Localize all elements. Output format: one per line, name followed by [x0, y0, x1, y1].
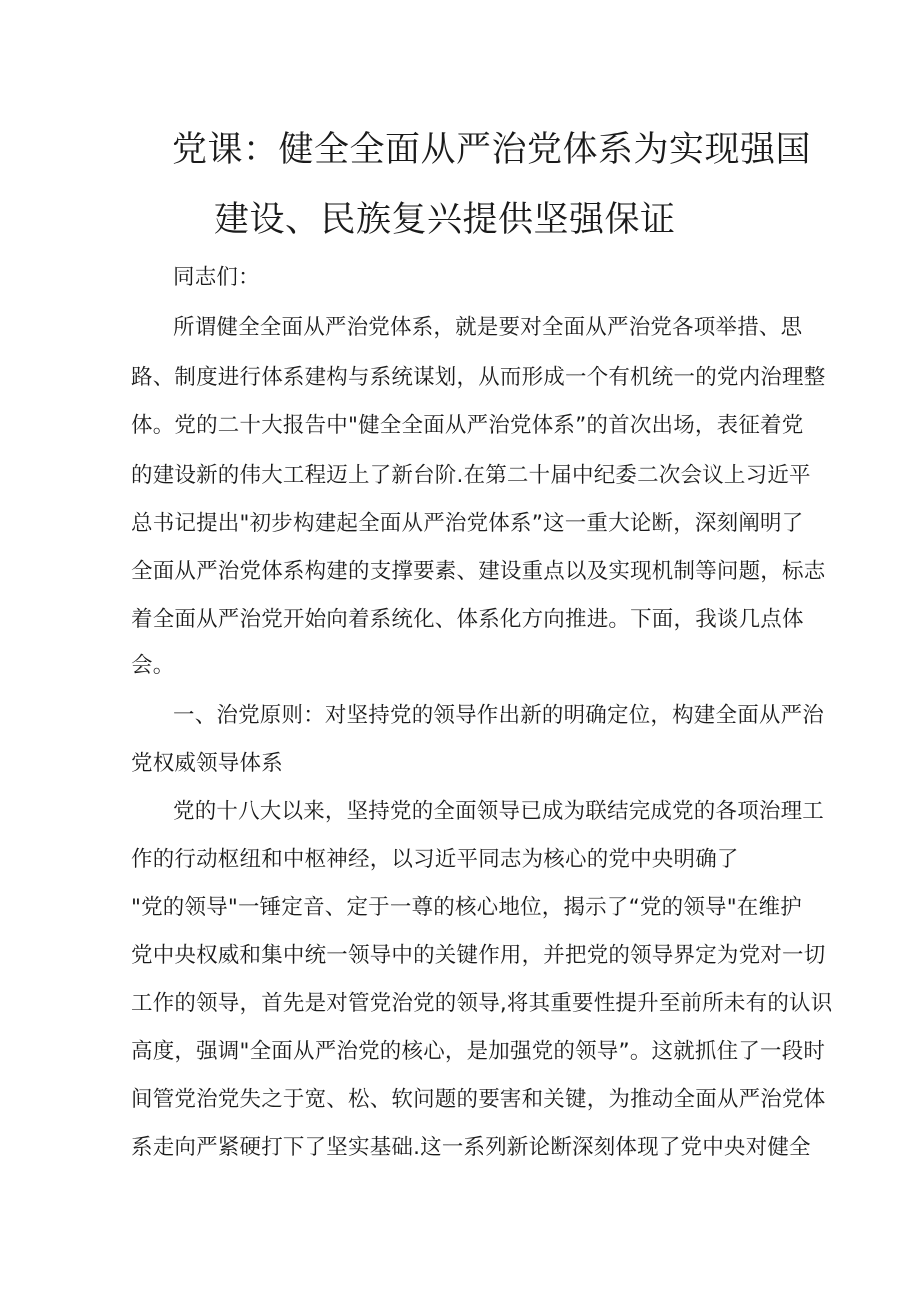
paragraph-1-line-6: 全面从严治党体系构建的支撑要素、建设重点以及实现机制等问题，标志: [131, 559, 826, 584]
section-heading-1-line-1: 一、治党原则：对坚持党的领导作出新的明确定位，构建全面从严治: [173, 703, 825, 728]
paragraph-2-line-2: 作的行动枢纽和中枢神经，以习近平同志为核心的党中央明确了: [131, 847, 739, 872]
paragraph-1-line-5: 总书记提出"初步构建起全面从严治党体系”这一重大论断，深刻阐明了: [131, 511, 804, 536]
paragraph-2-line-8: 系走向严紧硬打下了坚实基础.这一系列新论断深刻体现了党中央对健全: [131, 1135, 811, 1160]
paragraph-2-line-5: 工作的领导，首先是对管党治党的领导,将其重要性提升至前所未有的认识: [131, 991, 833, 1016]
section-heading-1-line-2: 党权威领导体系: [131, 751, 283, 776]
document-title-line-2: 建设、民族复兴提供坚强保证: [214, 200, 676, 240]
paragraph-2-line-7: 间管党治党失之于宽、松、软问题的要害和关键，为推动全面从严治党体: [131, 1087, 826, 1112]
paragraph-1-line-8: 会。: [131, 653, 175, 678]
paragraph-2-line-1: 党的十八大以来，坚持党的全面领导已成为联结完成党的各项治理工: [173, 799, 825, 824]
paragraph-1-line-2: 路、制度进行体系建构与系统谋划，从而形成一个有机统一的党内治理整: [131, 365, 826, 390]
paragraph-1-line-1: 所谓健全全面从严治党体系，就是要对全面从严治党各项举措、思: [173, 315, 803, 340]
document-title-line-1: 党课：健全全面从严治党体系为实现强国: [172, 130, 812, 170]
paragraph-1-line-7: 着全面从严治党开始向着系统化、体系化方向推进。下面，我谈几点体: [131, 607, 804, 632]
salutation: 同志们：: [173, 265, 260, 290]
paragraph-2-line-4: 党中央权威和集中统一领导中的关键作用，并把党的领导界定为党对一切: [131, 943, 826, 968]
paragraph-1-line-4: 的建设新的伟大工程迈上了新台阶.在第二十届中纪委二次会议上习近平: [131, 463, 811, 488]
paragraph-2-line-3: "党的领导"一锤定音、定于一尊的核心地位，揭示了“党的领导"在维护: [131, 895, 802, 920]
paragraph-2-line-6: 高度，强调"全面从严治党的核心，是加强党的领导”。这就抓住了一段时: [131, 1039, 826, 1064]
paragraph-1-line-3: 体。党的二十大报告中"健全全面从严治党体系”的首次出场，表征着党: [131, 413, 804, 438]
